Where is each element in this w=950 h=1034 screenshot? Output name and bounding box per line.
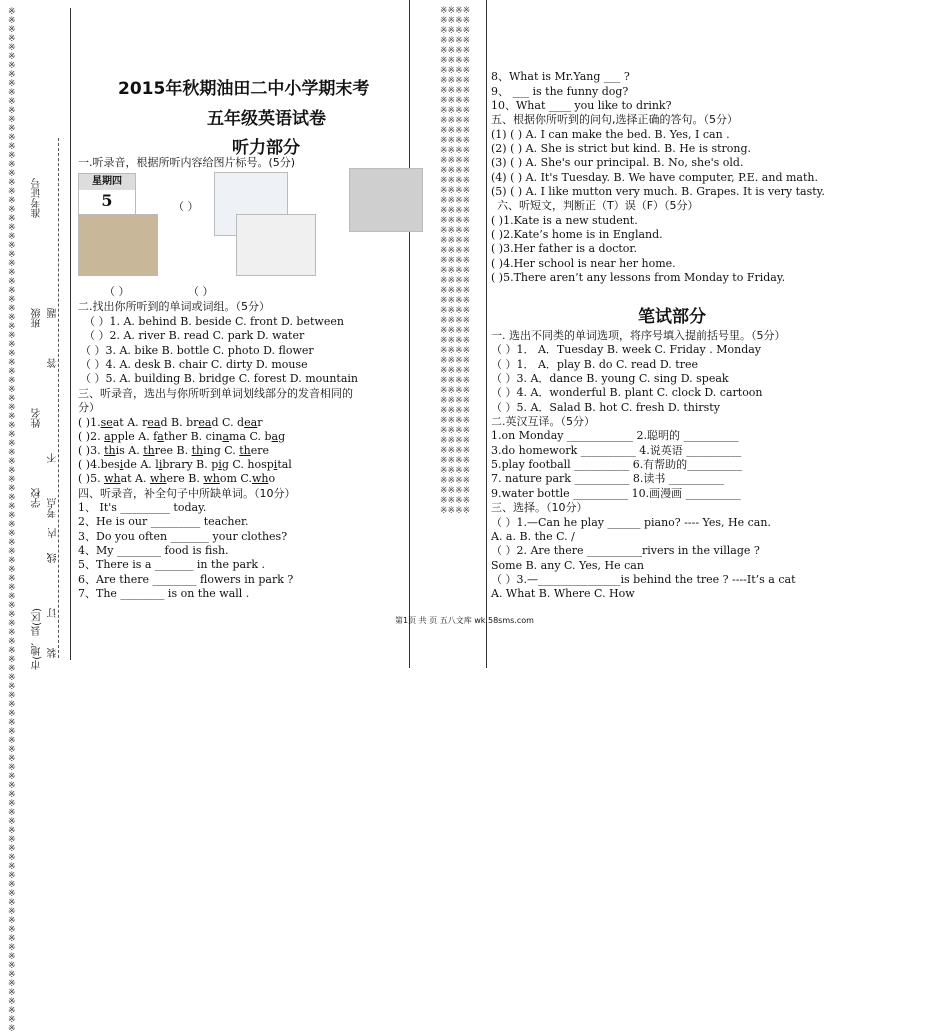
odd-one-out-line: （ ）4. A．wonderful B. plant C. clock D. cartoon [491, 386, 763, 399]
question-line: （ ）3. A. bike B. bottle C. photo D. flower [80, 344, 314, 357]
fill-line: 5、There is a _______ in the park . [78, 558, 266, 571]
fill-line: 6、Are there ________ flowers in park ? [78, 573, 294, 586]
odd-one-out-line: （ ）5. A．Salad B. hot C. fresh D. thirsty [491, 401, 720, 414]
section-2-heading: 二.找出你所听到的单词或词组。（5分） [78, 300, 270, 313]
translation-line: 5.play football __________ 6.有帮助的__________ [491, 458, 743, 471]
odd-one-out-line: （ ）1． A．Tuesday B. week C. Friday . Monday [491, 343, 762, 356]
section-4-heading: 四、听录音，补全句子中所缺单词。（10分） [78, 487, 296, 500]
choice-line: （ ）2. Are there __________rivers in the village ? [491, 544, 760, 557]
calendar-day: 5 [101, 191, 113, 210]
choice-line: （ ）3.—_______________is behind the tree ? ----It’s a cat [491, 573, 796, 586]
written-section-3-heading: 三、选择。（10分） [491, 501, 588, 514]
name-label: 姓名 [32, 408, 43, 428]
region-label: 市(地、县(区) [32, 608, 43, 670]
seal-char: 不 [48, 453, 59, 463]
picture-blank: （ ） [173, 200, 199, 213]
left-binding-strip [6, 7, 71, 1034]
choice-line: （ ）1.—Can he play ______ piano? ---- Yes, He can. [491, 516, 771, 529]
phonics-line: ( )5. what A. where B. whom C.who [78, 472, 276, 485]
section-6-heading: 六、听短文，判断正（T）误（F）（5分） [497, 199, 699, 212]
phonics-line: ( )4.beside A. library B. pig C. hospital [78, 458, 292, 471]
dashed-cut-line [58, 138, 59, 658]
fill-line: 10、What ____ you like to drink? [491, 99, 672, 112]
seal-char: 线 [48, 553, 59, 563]
choice-line: A. a. B. the C. / [491, 530, 575, 543]
choice-line: Some B. any C. Yes, He can [491, 559, 644, 572]
picture-blank: （ ） [104, 285, 130, 298]
seal-char: 答 [48, 358, 59, 368]
picture-blank: （ ） [188, 285, 214, 298]
school-label: 学校 [32, 488, 43, 508]
middle-binding-strip [409, 0, 487, 668]
translation-line: 9.water bottle __________ 10.画漫画 __________ [491, 487, 741, 500]
translation-line: 3.do homework __________ 4.说英语 __________ [491, 444, 742, 457]
class-label: 班级 [32, 308, 43, 328]
seal-char: 装 [48, 648, 59, 658]
fill-line: 8、What is Mr.Yang ___ ? [491, 70, 630, 83]
seal-char: 题 [48, 308, 59, 318]
question-line: （ ）1. A. behind B. beside C. front D. between [84, 315, 344, 328]
listening-heading: 听力部分 [232, 138, 300, 158]
seal-char: 内 [48, 528, 59, 538]
calendar-weekday: 星期四 [79, 174, 135, 190]
odd-one-out-line: （ ）1． A．play B. do C. read D. tree [491, 358, 699, 371]
true-false-line: ( )2.Kate’s home is in England. [491, 228, 663, 241]
translation-line: 7. nature park __________ 8.读书 __________ [491, 472, 724, 485]
fill-line: 7、The ________ is on the wall . [78, 587, 250, 600]
written-heading: 笔试部分 [638, 307, 706, 327]
page-footer: 第1页 共 页 五八文库 wk.58sms.com [395, 616, 534, 625]
section-3-heading: 三、听录音，选出与你所听到单词划线部分的发音相同的 [78, 387, 353, 400]
answer-line: (5) ( ) A. I like mutton very much. B. Grapes. It is very tasty. [491, 185, 825, 198]
section-1-heading: 一.听录音，根据所听内容给图片标号。(5分) [78, 156, 296, 169]
answer-line: (4) ( ) A. It's Tuesday. B. We have computer, P.E. and math. [491, 171, 818, 184]
exam-title: 2015年秋期油田二中小学期末考 [118, 79, 370, 99]
fill-line: 9、 ___ is the funny dog? [491, 85, 629, 98]
county-label: 考点 [48, 498, 59, 518]
seal-char: 订 [48, 608, 59, 618]
choice-line: A. What B. Where C. How [491, 587, 635, 600]
phonics-line: ( )1.seat A. read B. bread C. dear [78, 416, 263, 429]
true-false-line: ( )5.There aren’t any lessons from Monday to Friday. [491, 271, 786, 284]
exam-number-label: 准考证号 [32, 178, 43, 218]
question-line: （ ）2. A. river B. read C. park D. water [84, 329, 305, 342]
true-false-line: ( )1.Kate is a new student. [491, 214, 638, 227]
odd-one-out-line: （ ）3. A．dance B. young C. sing D. speak [491, 372, 729, 385]
fill-line: 2、He is our _________ teacher. [78, 515, 249, 528]
true-false-line: ( )4.Her school is near her home. [491, 257, 676, 270]
calendar-image [78, 173, 136, 215]
star-border: ※※※※※※※※※※※※※※※※※※※※※※※※※※※※※※※※※※※※※※※※※※※※※※※※※※※※※※※※※※※※※※※※※※※※※※※※※※※※※※※※※※※※※※※※※※※※※※※※※※※※※※※※※※※※※※※※※※ [8, 7, 16, 1034]
answer-line: (3) ( ) A. She's our principal. B. No, she's old. [491, 156, 744, 169]
written-section-2-heading: 二.英汉互译。（5分） [491, 415, 595, 428]
section-5-heading: 五、根据你所听到的问句,选择正确的答句。（5分） [491, 113, 738, 126]
answer-line: (1) ( ) A. I can make the bed. B. Yes, I can . [491, 128, 730, 141]
star-border: ※※※※※※※※※※※※※※※※※※※※※※※※※※※※※※※※※※※※※※※※※※※※※※※※※※※※※※※※※※※※※※※※※※※※※※※※※※※※※※※※※※※※※※※※※※※※※※※※※※※※※※※※※※※※※※※※※※※※※※※※※※※※※※※※※※※※※※※※※※※※※※※※※※※※※※※※※※※※※※※※※※※※※※※※※※※※※※※※※※※※※※※※※※※※※※※※※※※※※※※※※※※※ [440, 6, 471, 516]
table-tennis-image [349, 168, 423, 232]
exam-subtitle: 五年级英语试卷 [207, 109, 326, 129]
fill-line: 3、Do you often _______ your clothes? [78, 530, 288, 543]
phonics-line: ( )2. apple A. father B. cinama C. bag [78, 430, 286, 443]
phonics-line: ( )3. this A. three B. thing C. there [78, 444, 270, 457]
translation-line: 1.on Monday ____________ 2.聪明的 __________ [491, 429, 739, 442]
true-false-line: ( )3.Her father is a doctor. [491, 242, 637, 255]
question-line: （ ）4. A. desk B. chair C. dirty D. mouse [80, 358, 308, 371]
question-line: （ ）5. A. building B. bridge C. forest D. mountain [80, 372, 359, 385]
fill-line: 1、 It's _________ today. [78, 501, 207, 514]
written-section-1-heading: 一. 选出不同类的单词选项，将序号填入提前括号里。（5分） [491, 329, 786, 342]
dog-image [236, 214, 316, 276]
library-image [78, 214, 158, 276]
section-3-heading-cont: 分） [78, 401, 100, 414]
fill-line: 4、My ________ food is fish. [78, 544, 229, 557]
answer-line: (2) ( ) A. She is strict but kind. B. He is strong. [491, 142, 752, 155]
